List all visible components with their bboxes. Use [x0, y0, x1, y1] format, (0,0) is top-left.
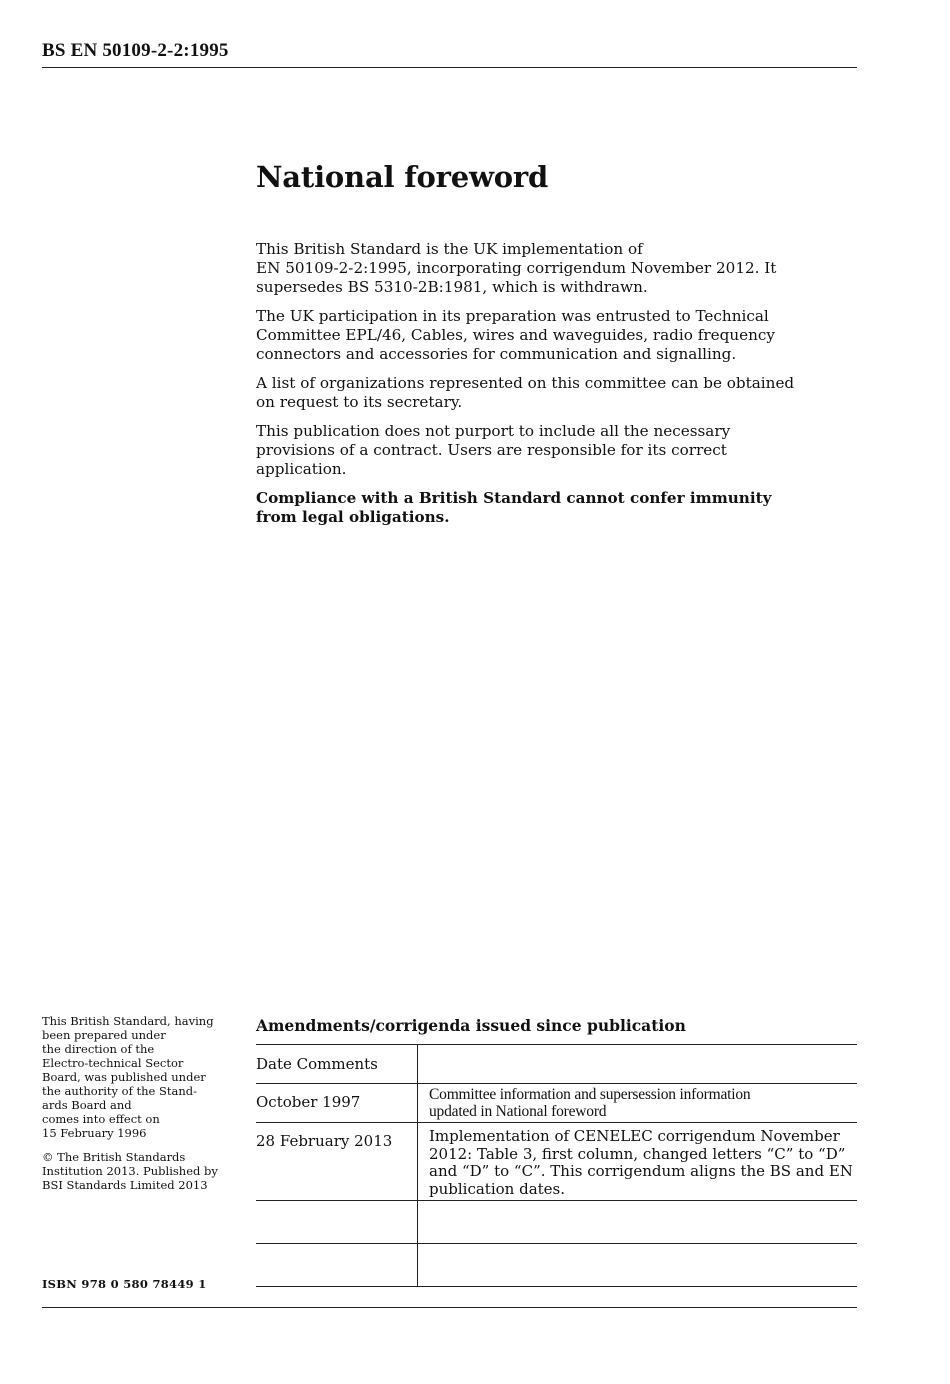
amendment-comment: Implementation of CENELEC corrigendum November 2012: Table 3, first column, changed letters “C” to “D” and “D” to “C”. This corrigendum aligns the BS and EN publication dates.: [429, 1127, 853, 1198]
foreword-paragraph: This publication does not purport to include all the necessary provisions of a contract. Users are responsible for its correct application.: [256, 422, 731, 478]
foreword-body: [256, 240, 816, 537]
document-id: BS EN 50109-2-2:1995: [42, 40, 229, 61]
foreword-paragraph: The UK participation in its preparation was entrusted to Technical Committee EPL/46, Cables, wires and waveguides, radio frequency connectors and accessories for communication and signalling.: [256, 307, 775, 363]
table-row: [256, 1084, 857, 1123]
header-rule: [42, 67, 857, 68]
copyright-note: © The British Standards Institution 2013. Published by BSI Standards Limited 2013: [42, 1150, 218, 1192]
foreword-paragraph: This British Standard is the UK implementation of EN 50109-2-2:1995, incorporating corrigendum November 2012. It supersedes BS 5310-2B:1981, which is withdrawn.: [256, 240, 777, 296]
table-header-empty: [418, 1045, 858, 1084]
foreword-paragraph: A list of organizations represented on this committee can be obtained on request to its secretary.: [256, 374, 795, 411]
table-header-label: Date Comments: [256, 1045, 418, 1084]
page-title: National foreword: [256, 160, 549, 194]
compliance-note: Compliance with a British Standard cannot confer immunity from legal obligations.: [256, 489, 772, 526]
amendment-date: 28 February 2013: [256, 1123, 418, 1201]
isbn: ISBN 978 0 580 78449 1: [42, 1277, 207, 1291]
amendments-table: [256, 1044, 857, 1287]
footer-rule: [42, 1307, 857, 1308]
publication-note: [42, 1014, 242, 1202]
amendments-title: Amendments/corrigenda issued since publication: [256, 1016, 686, 1035]
table-header-row: [256, 1045, 857, 1084]
table-row: [256, 1123, 857, 1201]
amendment-date: October 1997: [256, 1084, 418, 1123]
table-row-empty: [256, 1201, 857, 1244]
preparation-note: This British Standard, having been prepared under the direction of the Electro-technical Sector Board, was published under the authority of the Stand- ards Board and comes into effect on 15 February 1996: [42, 1014, 214, 1140]
table-row-empty: [256, 1244, 857, 1287]
amendment-comment: Committee information and supersession information updated in National foreword: [429, 1086, 751, 1120]
